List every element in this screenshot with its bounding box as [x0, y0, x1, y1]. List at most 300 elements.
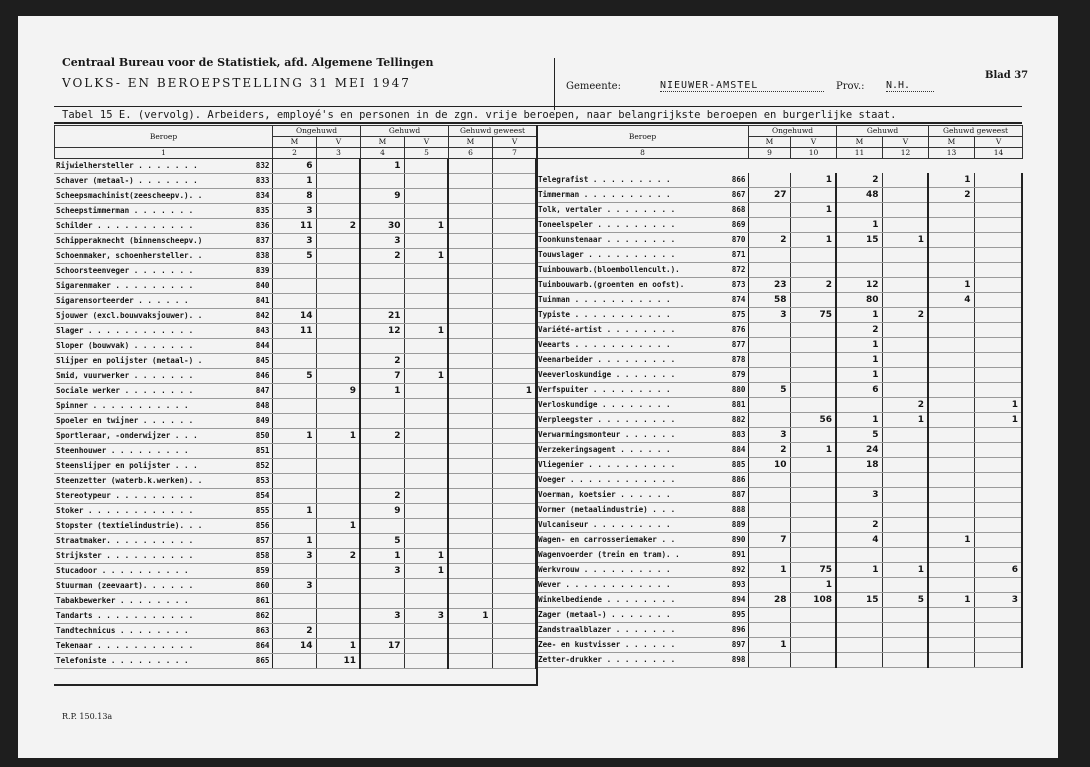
left-beroep-header: Beroep [55, 126, 273, 148]
occupation-cell [54, 189, 272, 204]
occupation-cell [536, 413, 748, 428]
count-cell [272, 654, 316, 669]
count-cell [492, 564, 536, 579]
count-cell: 1 [882, 563, 928, 578]
occupation-cell [536, 548, 748, 563]
count-cell: 9 [360, 189, 404, 204]
count-cell [492, 339, 536, 354]
count-cell [790, 428, 836, 443]
count-cell [928, 413, 974, 428]
occupation-code: 886 [731, 475, 746, 484]
count-cell: 3 [360, 234, 404, 249]
count-cell [492, 354, 536, 369]
count-cell [836, 263, 882, 278]
count-cell: 2 [836, 323, 882, 338]
count-cell [928, 653, 974, 668]
bureau-title: Centraal Bureau voor de Statistiek, afd. Algemene Tellingen [62, 56, 434, 69]
count-cell [448, 459, 492, 474]
count-cell [360, 459, 404, 474]
occupation-cell [536, 218, 748, 233]
count-cell [272, 474, 316, 489]
right-table-row [536, 338, 1022, 353]
count-cell [748, 323, 790, 338]
right-col-number: 9 [749, 148, 791, 159]
occupation-cell [536, 308, 748, 323]
count-cell [316, 399, 360, 414]
count-cell [836, 638, 882, 653]
count-cell: 1 [974, 413, 1022, 428]
count-cell [492, 219, 536, 234]
count-cell [272, 294, 316, 309]
count-cell: 9 [360, 504, 404, 519]
occupation-code: 889 [731, 520, 746, 529]
count-cell: 1 [836, 563, 882, 578]
count-cell [882, 218, 928, 233]
left-data-table [54, 159, 537, 669]
count-cell [448, 384, 492, 399]
count-cell [974, 308, 1022, 323]
count-cell [974, 653, 1022, 668]
left-table-row [54, 339, 536, 354]
occupation-code: 897 [731, 640, 746, 649]
count-cell [882, 503, 928, 518]
count-cell [928, 203, 974, 218]
count-cell [492, 639, 536, 654]
count-cell [316, 369, 360, 384]
count-cell: 1 [404, 324, 448, 339]
right-v-header: V [791, 137, 837, 148]
count-cell: 1 [360, 549, 404, 564]
left-table-row [54, 474, 536, 489]
count-cell [882, 353, 928, 368]
occupation-cell [536, 623, 748, 638]
occupation-code: 835 [255, 206, 270, 215]
count-cell [316, 249, 360, 264]
count-cell [360, 399, 404, 414]
count-cell [882, 458, 928, 473]
count-cell [360, 474, 404, 489]
right-table-row [536, 563, 1022, 578]
count-cell: 1 [790, 233, 836, 248]
count-cell [360, 579, 404, 594]
count-cell: 1 [272, 174, 316, 189]
occupation-label: Zee- en kustvisser . . . . . . [538, 640, 676, 649]
occupation-label: Tandtechnicus . . . . . . . . [56, 626, 189, 635]
count-cell [974, 248, 1022, 263]
right-table-row [536, 248, 1022, 263]
occupation-cell [536, 233, 748, 248]
occupation-label: Voerman, koetsier . . . . . . [538, 490, 671, 499]
count-cell [882, 533, 928, 548]
count-cell [316, 189, 360, 204]
count-cell [748, 218, 790, 233]
occupation-code: 852 [255, 461, 270, 470]
occupation-label: Steenhouwer . . . . . . . . . [56, 446, 189, 455]
count-cell: 15 [836, 233, 882, 248]
count-cell [928, 353, 974, 368]
occupation-cell [536, 248, 748, 263]
right-ongehuwd-header: Ongehuwd [749, 126, 837, 137]
occupation-code: 844 [255, 341, 270, 350]
left-gehuwd-geweest-header: Gehuwd geweest [449, 126, 537, 137]
count-cell [492, 264, 536, 279]
occupation-code: 882 [731, 415, 746, 424]
occupation-label: Tolk, vertaler . . . . . . . . [538, 205, 676, 214]
occupation-code: 854 [255, 491, 270, 500]
occupation-label: Zetter-drukker . . . . . . . . [538, 655, 676, 664]
count-cell [748, 263, 790, 278]
occupation-code: 885 [731, 460, 746, 469]
sheet-number: Blad 37 [985, 70, 1029, 81]
count-cell: 1 [836, 413, 882, 428]
right-table-row [536, 323, 1022, 338]
count-cell [492, 279, 536, 294]
count-cell [316, 234, 360, 249]
occupation-cell [54, 474, 272, 489]
count-cell: 108 [790, 593, 836, 608]
right-table-row [536, 473, 1022, 488]
count-cell [748, 398, 790, 413]
occupation-label: Sigarensorteerder . . . . . . [56, 296, 189, 305]
count-cell [316, 204, 360, 219]
count-cell [272, 609, 316, 624]
count-cell [790, 533, 836, 548]
center-divider [536, 125, 538, 686]
occupation-code: 887 [731, 490, 746, 499]
count-cell [316, 414, 360, 429]
count-cell [404, 159, 448, 174]
count-cell [448, 474, 492, 489]
count-cell: 2 [272, 624, 316, 639]
count-cell [404, 174, 448, 189]
occupation-label: Smid, vuurwerker . . . . . . . [56, 371, 194, 380]
occupation-code: 847 [255, 386, 270, 395]
count-cell: 14 [272, 639, 316, 654]
count-cell [404, 639, 448, 654]
occupation-code: 867 [731, 190, 746, 199]
occupation-cell [54, 609, 272, 624]
count-cell [748, 653, 790, 668]
count-cell [790, 488, 836, 503]
count-cell: 1 [928, 278, 974, 293]
left-m-header: M [361, 137, 405, 148]
occupation-label: Strijkster . . . . . . . . . . [56, 551, 194, 560]
count-cell [882, 203, 928, 218]
occupation-cell [54, 309, 272, 324]
count-cell [836, 608, 882, 623]
right-col-number: 12 [883, 148, 929, 159]
count-cell [748, 623, 790, 638]
count-cell [974, 488, 1022, 503]
count-cell: 1 [928, 593, 974, 608]
count-cell [492, 609, 536, 624]
occupation-label: Vulcaniseur . . . . . . . . . [538, 520, 671, 529]
occupation-code: 873 [731, 280, 746, 289]
count-cell [492, 579, 536, 594]
right-table-row [536, 593, 1022, 608]
occupation-label: Steenslijper en polijster . . . [56, 461, 198, 470]
left-col-number: 7 [493, 148, 537, 159]
count-cell [836, 503, 882, 518]
occupation-label: Slager . . . . . . . . . . . . [56, 326, 194, 335]
count-cell [748, 518, 790, 533]
count-cell [748, 473, 790, 488]
occupation-cell [54, 654, 272, 669]
count-cell: 2 [790, 278, 836, 293]
count-cell [974, 548, 1022, 563]
occupation-cell [536, 278, 748, 293]
occupation-cell [54, 519, 272, 534]
left-table-row [54, 504, 536, 519]
count-cell [928, 428, 974, 443]
occupation-code: 860 [255, 581, 270, 590]
count-cell: 12 [360, 324, 404, 339]
count-cell [974, 188, 1022, 203]
count-cell: 1 [316, 429, 360, 444]
count-cell [448, 159, 492, 174]
occupation-label: Stopster (textielindustrie). . . [56, 521, 203, 530]
count-cell [272, 489, 316, 504]
left-table-row [54, 564, 536, 579]
left-m-header: M [273, 137, 317, 148]
count-cell [492, 519, 536, 534]
left-table-row [54, 384, 536, 399]
count-cell: 1 [974, 398, 1022, 413]
occupation-cell [536, 338, 748, 353]
count-cell [790, 323, 836, 338]
count-cell [272, 564, 316, 579]
occupation-cell [536, 443, 748, 458]
count-cell: 11 [272, 219, 316, 234]
count-cell [882, 383, 928, 398]
header-divider [554, 58, 555, 110]
count-cell [404, 519, 448, 534]
count-cell: 7 [360, 369, 404, 384]
count-cell: 1 [272, 534, 316, 549]
count-cell: 3 [272, 204, 316, 219]
left-col-number: 5 [405, 148, 449, 159]
count-cell [492, 294, 536, 309]
count-cell [790, 638, 836, 653]
occupation-cell [536, 383, 748, 398]
right-table-row [536, 293, 1022, 308]
right-beroep-header: Beroep [537, 126, 749, 148]
count-cell: 3 [748, 428, 790, 443]
census-title: VOLKS- EN BEROEPSTELLING 31 MEI 1947 [62, 76, 411, 90]
prov-label: Prov.: [836, 81, 865, 92]
count-cell [272, 339, 316, 354]
left-v-header: V [493, 137, 537, 148]
right-gehuwd-header: Gehuwd [837, 126, 929, 137]
title-rule-top [54, 106, 1022, 107]
count-cell: 1 [360, 384, 404, 399]
left-table-row [54, 174, 536, 189]
occupation-cell [54, 324, 272, 339]
count-cell [404, 474, 448, 489]
occupation-label: Werkvrouw . . . . . . . . . . [538, 565, 671, 574]
left-table-row [54, 189, 536, 204]
occupation-code: 890 [731, 535, 746, 544]
right-table-row [536, 308, 1022, 323]
count-cell [790, 368, 836, 383]
count-cell [404, 504, 448, 519]
count-cell [316, 459, 360, 474]
occupation-code: 833 [255, 176, 270, 185]
count-cell [492, 474, 536, 489]
right-table-row [536, 578, 1022, 593]
occupation-cell [536, 368, 748, 383]
count-cell [404, 399, 448, 414]
occupation-label: Veearts . . . . . . . . . . . [538, 340, 671, 349]
occupation-label: Vormer (metaalindustrie) . . . [538, 505, 676, 514]
right-table-row [536, 203, 1022, 218]
count-cell: 30 [360, 219, 404, 234]
count-cell [974, 353, 1022, 368]
occupation-label: Schoenmaker, schoenhersteller. . [56, 251, 203, 260]
count-cell [404, 354, 448, 369]
occupation-code: 872 [731, 265, 746, 274]
occupation-code: 840 [255, 281, 270, 290]
occupation-code: 881 [731, 400, 746, 409]
count-cell [448, 234, 492, 249]
count-cell [928, 518, 974, 533]
occupation-cell [54, 459, 272, 474]
count-cell: 1 [748, 563, 790, 578]
left-col-number: 4 [361, 148, 405, 159]
occupation-code: 837 [255, 236, 270, 245]
occupation-code: 861 [255, 596, 270, 605]
occupation-label: Sjouwer (excl.bouwvaksjouwer). . [56, 311, 203, 320]
count-cell [882, 248, 928, 263]
occupation-label: Veenarbeider . . . . . . . . . [538, 355, 676, 364]
count-cell [748, 578, 790, 593]
count-cell [748, 353, 790, 368]
occupation-cell [536, 608, 748, 623]
occupation-label: Scheepsmachinist(zeescheepv.). . [56, 191, 203, 200]
count-cell: 2 [360, 249, 404, 264]
left-v-header: V [405, 137, 449, 148]
count-cell: 2 [360, 429, 404, 444]
count-cell [790, 608, 836, 623]
count-cell: 1 [790, 443, 836, 458]
occupation-code: 864 [255, 641, 270, 650]
left-gehuwd-header: Gehuwd [361, 126, 449, 137]
count-cell [492, 324, 536, 339]
count-cell [492, 159, 536, 174]
count-cell: 7 [748, 533, 790, 548]
occupation-label: Wagenvoerder (trein en tram). . [538, 550, 680, 559]
occupation-label: Schaver (metaal-) . . . . . . . [56, 176, 198, 185]
occupation-label: Vliegenier . . . . . . . . . . [538, 460, 676, 469]
left-table-row [54, 459, 536, 474]
count-cell [360, 264, 404, 279]
count-cell: 5 [272, 249, 316, 264]
occupation-code: 896 [731, 625, 746, 634]
left-col-number: 2 [273, 148, 317, 159]
occupation-label: Sociale werker . . . . . . . . [56, 386, 194, 395]
count-cell: 5 [360, 534, 404, 549]
count-cell [882, 428, 928, 443]
count-cell [836, 398, 882, 413]
count-cell [928, 383, 974, 398]
right-table-row [536, 218, 1022, 233]
count-cell [790, 338, 836, 353]
count-cell [316, 174, 360, 189]
count-cell [974, 218, 1022, 233]
count-cell [448, 204, 492, 219]
occupation-label: Verfspuiter . . . . . . . . . [538, 385, 671, 394]
count-cell: 9 [316, 384, 360, 399]
right-table-row [536, 278, 1022, 293]
right-table-row [536, 443, 1022, 458]
left-table-row [54, 654, 536, 669]
occupation-code: 848 [255, 401, 270, 410]
left-table-row [54, 219, 536, 234]
occupation-code: 866 [731, 175, 746, 184]
left-table-row [54, 549, 536, 564]
right-v-header: V [975, 137, 1023, 148]
count-cell [882, 488, 928, 503]
left-table-row [54, 609, 536, 624]
occupation-code: 875 [731, 310, 746, 319]
occupation-cell [54, 579, 272, 594]
occupation-code: 874 [731, 295, 746, 304]
count-cell [404, 489, 448, 504]
census-form-sheet [18, 16, 1058, 758]
occupation-cell [54, 264, 272, 279]
left-col-number: 6 [449, 148, 493, 159]
occupation-code: 877 [731, 340, 746, 349]
count-cell: 1 [404, 564, 448, 579]
count-cell: 1 [404, 249, 448, 264]
right-col-number: 14 [975, 148, 1023, 159]
count-cell [974, 533, 1022, 548]
occupation-cell [536, 203, 748, 218]
count-cell [316, 609, 360, 624]
count-cell [448, 519, 492, 534]
count-cell [790, 548, 836, 563]
count-cell [492, 624, 536, 639]
count-cell [404, 294, 448, 309]
title-rule-bottom [54, 122, 1022, 124]
count-cell [748, 503, 790, 518]
occupation-label: Wagen- en carrosseriemaker . . [538, 535, 676, 544]
occupation-code: 888 [731, 505, 746, 514]
count-cell: 1 [790, 203, 836, 218]
count-cell [272, 594, 316, 609]
occupation-label: Timmerman . . . . . . . . . . [538, 190, 671, 199]
count-cell: 8 [272, 189, 316, 204]
count-cell [316, 294, 360, 309]
count-cell [974, 443, 1022, 458]
occupation-code: 893 [731, 580, 746, 589]
count-cell [928, 218, 974, 233]
occupation-code: 894 [731, 595, 746, 604]
count-cell: 1 [272, 429, 316, 444]
occupation-code: 850 [255, 431, 270, 440]
count-cell [316, 489, 360, 504]
count-cell: 1 [404, 219, 448, 234]
count-cell [448, 489, 492, 504]
occupation-cell [54, 444, 272, 459]
count-cell [360, 339, 404, 354]
occupation-cell [536, 488, 748, 503]
occupation-label: Sigarenmaker . . . . . . . . . [56, 281, 194, 290]
occupation-code: 858 [255, 551, 270, 560]
count-cell [882, 278, 928, 293]
count-cell [316, 504, 360, 519]
count-cell: 2 [748, 443, 790, 458]
